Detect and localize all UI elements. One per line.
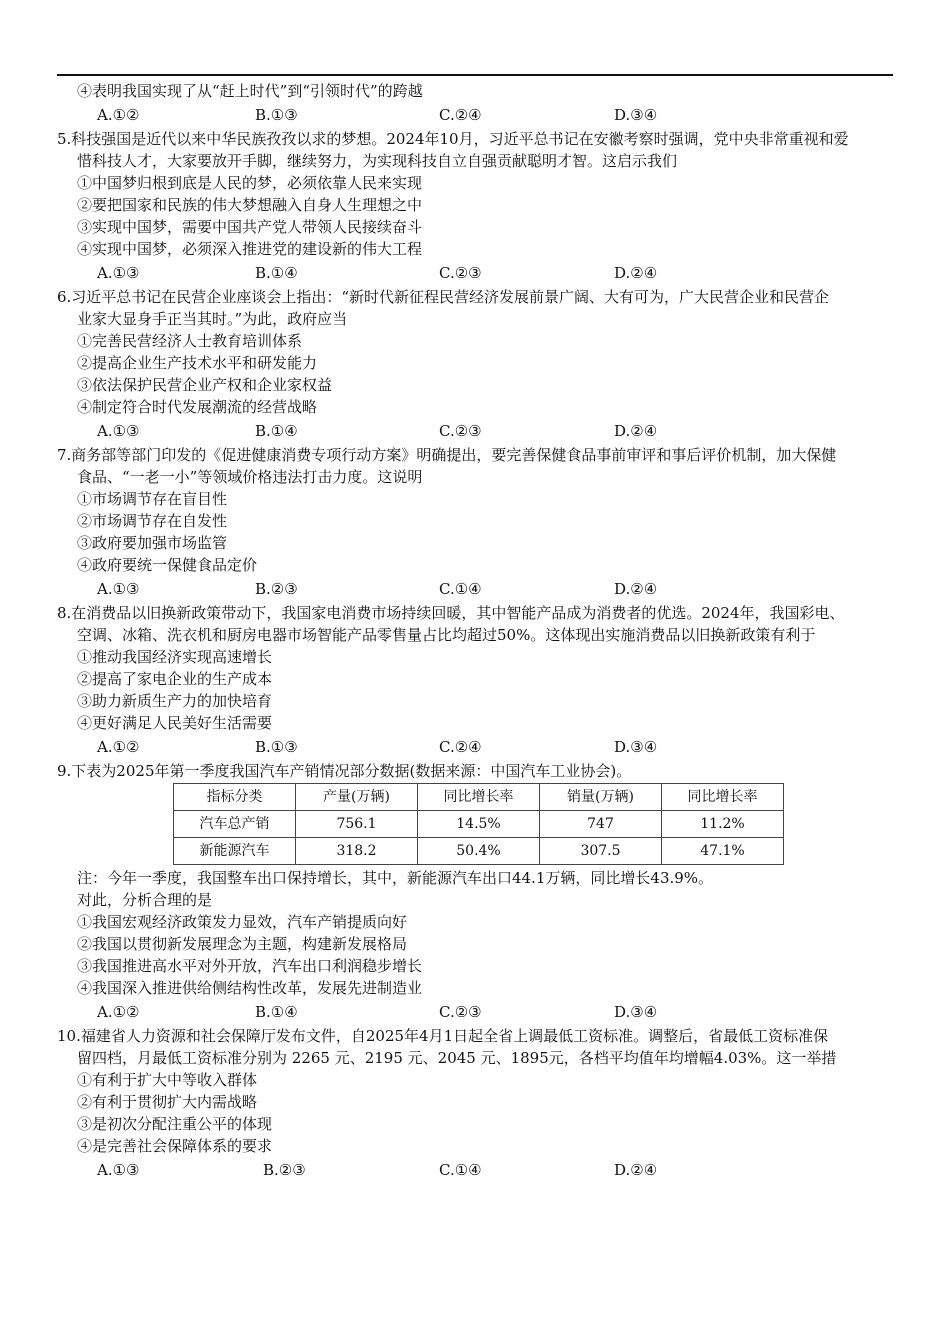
option-4: ④政府要统一保健食品定价 xyxy=(77,556,258,574)
exam-page xyxy=(57,80,897,1183)
option-4: ④我国深入推进供给侧结构性改革，发展先进制造业 xyxy=(77,979,423,997)
table-header: 销量(万辆) xyxy=(540,784,662,811)
question-8 xyxy=(57,602,897,760)
option-1: ①推动我国经济实现高速增长 xyxy=(77,648,273,666)
option-3: ③是初次分配注重公平的体现 xyxy=(77,1115,273,1133)
table-cell: 747 xyxy=(540,811,662,838)
choice-c[interactable]: C.②③ xyxy=(439,264,482,282)
question-stem: 5.科技强国是近代以来中华民族孜孜以求的梦想。2024年10月，习近平总书记在安徽考察时强调，党中央非常重视和爱 xyxy=(57,130,849,148)
table-cell: 50.4% xyxy=(418,838,540,865)
choice-d[interactable]: D.③④ xyxy=(614,738,658,756)
choice-c[interactable]: C.②④ xyxy=(439,106,482,124)
option-4: ④实现中国梦，必须深入推进党的建设新的伟大工程 xyxy=(77,240,423,258)
answer-choices xyxy=(57,262,897,286)
table-header: 指标分类 xyxy=(174,784,296,811)
option-2: ②市场调节存在自发性 xyxy=(77,512,228,530)
question-stem-cont: 空调、冰箱、洗衣机和厨房电器市场智能产品零售量占比均超过50%。这体现出实施消费品以旧换新政策有利于 xyxy=(77,626,816,644)
choice-c[interactable]: C.②④ xyxy=(439,738,482,756)
question-stem: 6.习近平总书记在民营企业座谈会上指出：“新时代新征程民营经济发展前景广阔、大有可为，广大民营企业和民营企 xyxy=(57,288,829,306)
question-stem: 8.在消费品以旧换新政策带动下，我国家电消费市场持续回暖，其中智能产品成为消费者的优选。2024年，我国彩电、 xyxy=(57,604,845,622)
question-lead: 对此，分析合理的是 xyxy=(77,891,213,909)
choice-b[interactable]: B.①④ xyxy=(255,422,298,440)
table-cell: 新能源汽车 xyxy=(174,838,296,865)
choice-a[interactable]: A.①② xyxy=(97,106,140,124)
question-6 xyxy=(57,286,897,444)
choice-a[interactable]: A.①② xyxy=(97,1003,140,1021)
answer-choices xyxy=(57,1159,897,1183)
answer-choices xyxy=(57,578,897,602)
option-3: ③我国推进高水平对外开放，汽车出口利润稳步增长 xyxy=(77,957,423,975)
option-2: ②提高了家电企业的生产成本 xyxy=(77,670,273,688)
question-stem: 10.福建省人力资源和社会保障厅发布文件，自2025年4月1日起全省上调最低工资标准。调整后，省最低工资标准保 xyxy=(57,1027,829,1045)
option-3: ③实现中国梦，需要中国共产党人带领人民接续奋斗 xyxy=(77,218,423,236)
question-stem: 7.商务部等部门印发的《促进健康消费专项行动方案》明确提出，要完善保健食品事前审评和事后评价机制，加大保健 xyxy=(57,446,837,464)
choice-c[interactable]: C.①④ xyxy=(439,1161,482,1179)
header-choices xyxy=(57,104,897,128)
choice-b[interactable]: B.①④ xyxy=(255,264,298,282)
question-stem-cont: 留四档，月最低工资标准分别为 2265 元、2195 元、2045 元、1895元，各档平均值年均增幅4.03%。这一举措 xyxy=(77,1049,837,1067)
option-3: ③依法保护民营企业产权和企业家权益 xyxy=(77,376,333,394)
question-stem: 9.下表为2025年第一季度我国汽车产销情况部分数据(数据来源：中国汽车工业协会)。 xyxy=(57,762,632,780)
answer-choices xyxy=(57,420,897,444)
choice-a[interactable]: A.①③ xyxy=(97,264,140,282)
table-cell: 318.2 xyxy=(296,838,418,865)
option-1: ①我国宏观经济政策发力显效，汽车产销提质向好 xyxy=(77,913,408,931)
option-2: ②我国以贯彻新发展理念为主题，构建新发展格局 xyxy=(77,935,408,953)
table-header: 产量(万辆) xyxy=(296,784,418,811)
answer-choices xyxy=(57,736,897,760)
option-1: ①中国梦归根到底是人民的梦，必须依靠人民来实现 xyxy=(77,174,423,192)
choice-d[interactable]: D.②④ xyxy=(614,580,658,598)
choice-c[interactable]: C.②③ xyxy=(439,1003,482,1021)
option-2: ②要把国家和民族的伟大梦想融入自身人生理想之中 xyxy=(77,196,423,214)
question-stem-cont: 惜科技人才，大家要放开手脚，继续努力，为实现科技自立自强贡献聪明才智。这启示我们 xyxy=(77,152,678,170)
table-row xyxy=(174,811,784,838)
choice-b[interactable]: B.②③ xyxy=(263,1161,306,1179)
option-2: ②提高企业生产技术水平和研发能力 xyxy=(77,354,318,372)
choice-d[interactable]: D.③④ xyxy=(614,1003,658,1021)
answer-choices xyxy=(57,1001,897,1025)
option-1: ①有利于扩大中等收入群体 xyxy=(77,1071,258,1089)
table-row xyxy=(174,838,784,865)
choice-d[interactable]: D.②④ xyxy=(614,1161,658,1179)
choice-a[interactable]: A.①③ xyxy=(97,1161,140,1179)
question-9 xyxy=(57,760,897,1025)
choice-b[interactable]: B.②③ xyxy=(255,580,298,598)
option-3: ③政府要加强市场监管 xyxy=(77,534,228,552)
option-4: ④制定符合时代发展潮流的经营战略 xyxy=(77,398,318,416)
table-note: 注：今年一季度，我国整车出口保持增长，其中，新能源汽车出口44.1万辆，同比增长43.9%。 xyxy=(77,869,714,887)
question-stem-cont: 业家大显身手正当其时。”为此，政府应当 xyxy=(77,310,348,328)
choice-c[interactable]: C.②③ xyxy=(439,422,482,440)
choice-c[interactable]: C.①④ xyxy=(439,580,482,598)
question-10 xyxy=(57,1025,897,1183)
data-table xyxy=(173,783,784,865)
table-cell: 47.1% xyxy=(662,838,784,865)
choice-b[interactable]: B.①③ xyxy=(255,106,298,124)
option-1: ①市场调节存在盲目性 xyxy=(77,490,228,508)
option-4: ④是完善社会保障体系的要求 xyxy=(77,1137,273,1155)
question-stem-cont: 食品、“一老一小”等领域价格违法打击力度。这说明 xyxy=(77,468,423,486)
table-header-row xyxy=(174,784,784,811)
table-cell: 14.5% xyxy=(418,811,540,838)
choice-b[interactable]: B.①③ xyxy=(255,738,298,756)
table-cell: 756.1 xyxy=(296,811,418,838)
choice-b[interactable]: B.①④ xyxy=(255,1003,298,1021)
option-3: ③助力新质生产力的加快培育 xyxy=(77,692,273,710)
table-header: 同比增长率 xyxy=(662,784,784,811)
question-5 xyxy=(57,128,897,286)
choice-a[interactable]: A.①② xyxy=(97,738,140,756)
option-2: ②有利于贯彻扩大内需战略 xyxy=(77,1093,258,1111)
table-cell: 11.2% xyxy=(662,811,784,838)
table-cell: 汽车总产销 xyxy=(174,811,296,838)
table-cell: 307.5 xyxy=(540,838,662,865)
choice-a[interactable]: A.①③ xyxy=(97,580,140,598)
choice-d[interactable]: D.②④ xyxy=(614,264,658,282)
header-option: ④表明我国实现了从“赶上时代”到“引领时代”的跨越 xyxy=(77,82,423,100)
choice-d[interactable]: D.③④ xyxy=(614,106,658,124)
choice-a[interactable]: A.①③ xyxy=(97,422,140,440)
choice-d[interactable]: D.②④ xyxy=(614,422,658,440)
table-header: 同比增长率 xyxy=(418,784,540,811)
top-rule xyxy=(57,74,893,76)
option-4: ④更好满足人民美好生活需要 xyxy=(77,714,273,732)
question-7 xyxy=(57,444,897,602)
option-1: ①完善民营经济人士教育培训体系 xyxy=(77,332,303,350)
